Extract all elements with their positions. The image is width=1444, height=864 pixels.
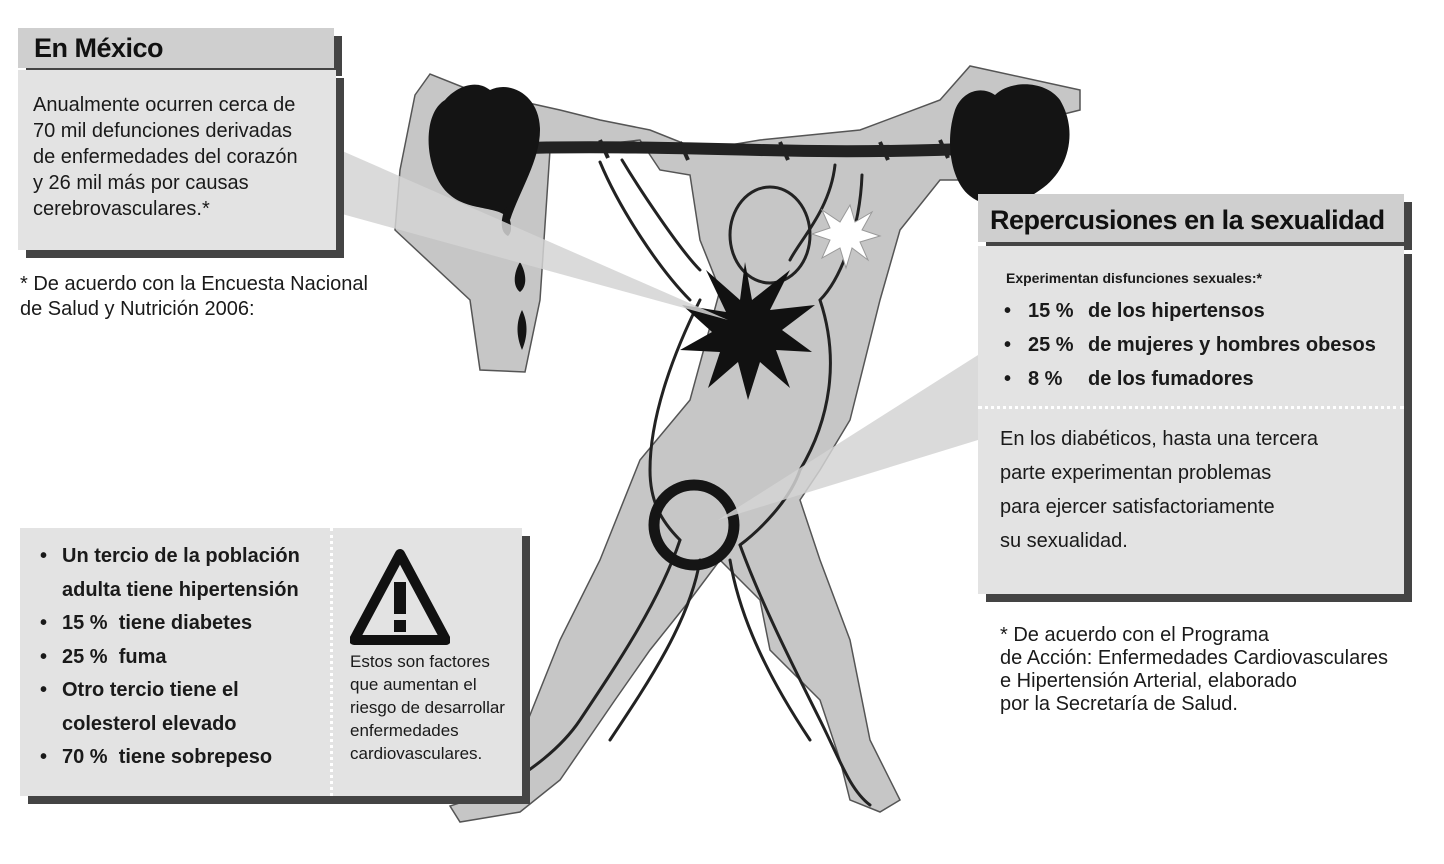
barbell-bar (470, 147, 990, 151)
sexuality-intro: Experimentan disfunciones sexuales:* (1006, 270, 1262, 286)
sexuality-footnote-line: por la Secretaría de Salud. (1000, 693, 1238, 715)
pct-value: 25 % (1028, 334, 1074, 356)
bullet: • (40, 746, 48, 768)
diabetics-text (1000, 422, 1380, 558)
bullet: • (40, 612, 48, 634)
diabetics-line: para ejercer satisfactoriamente (1000, 496, 1275, 518)
mexico-line: cerebrovasculares.* (33, 198, 210, 220)
bullet: • (40, 645, 48, 668)
risk-item: 25 % fuma (62, 645, 167, 668)
risk-note (350, 650, 520, 765)
mexico-footnote (20, 272, 410, 322)
list-item (40, 674, 300, 708)
list-item (40, 574, 300, 608)
mexico-line: Anualmente ocurren cerca de (33, 94, 296, 116)
risk-note-line: Estos son factores (350, 652, 490, 671)
risk-item: Un tercio de la población (62, 545, 300, 567)
risk-item: adulta tiene hipertensión (62, 578, 299, 601)
sexuality-footnote-line: e Hipertensión Arterial, elaborado (1000, 670, 1297, 692)
risk-note-line: que aumentan el (350, 675, 477, 694)
risk-note-line: cardiovasculares. (350, 744, 483, 763)
list-item (40, 540, 300, 574)
risk-item: 70 % tiene sobrepeso (62, 746, 273, 768)
risk-item: Otro tercio tiene el (62, 679, 239, 701)
sexuality-title: Repercusiones en la sexualidad (978, 194, 1404, 242)
mexico-line: de enfermedades del corazón (33, 146, 298, 168)
list-item (40, 641, 300, 675)
list-item (40, 741, 300, 775)
sexuality-footnote-line: * De acuerdo con el Programa (1000, 624, 1270, 646)
risk-item: 15 % tiene diabetes (62, 612, 253, 634)
list-item (40, 708, 300, 742)
mexico-footnote-line: * De acuerdo con la Encuesta Nacional (20, 273, 368, 295)
sexuality-panel (978, 246, 1404, 594)
pct-value: 15 % (1028, 300, 1074, 322)
diabetics-line: En los diabéticos, hasta una tercera (1000, 428, 1318, 450)
list-item (40, 607, 300, 641)
mexico-title: En México (18, 28, 334, 68)
sexuality-list (1004, 294, 1376, 396)
diabetics-line: parte experimentan problemas (1000, 462, 1272, 484)
item-label: de mujeres y hombres obesos (1088, 334, 1376, 356)
list-item: • 25 % de mujeres y hombres obesos (1004, 328, 1376, 362)
sexuality-footnote (1000, 624, 1420, 716)
sexuality-footnote-line: de Acción: Enfermedades Cardiovasculares (1000, 647, 1388, 669)
risk-note-line: enfermedades (350, 721, 459, 740)
right-weight (950, 84, 1070, 205)
mexico-line: 70 mil defunciones derivadas (33, 120, 293, 142)
item-label: de los fumadores (1088, 368, 1254, 390)
risk-item: colesterol elevado (62, 712, 237, 735)
risk-list (40, 540, 300, 775)
mexico-line: y 26 mil más por causas (33, 172, 249, 194)
diabetics-line: su sexualidad. (1000, 530, 1128, 552)
bullet: • (40, 679, 48, 701)
risk-note-line: riesgo de desarrollar (350, 698, 505, 717)
list-item: • 8 % de los fumadores (1004, 362, 1376, 396)
bullet: • (40, 545, 48, 567)
pct-value: 8 % (1028, 368, 1063, 390)
dotted-divider (330, 528, 333, 796)
dotted-divider (978, 406, 1404, 409)
list-item: • 15 % de los hipertensos (1004, 294, 1376, 328)
mexico-footnote-line: de Salud y Nutrición 2006: (20, 298, 255, 320)
risk-panel (20, 528, 522, 796)
item-label: de los hipertensos (1088, 300, 1265, 322)
mexico-panel (18, 70, 336, 250)
warning-icon (350, 548, 450, 648)
